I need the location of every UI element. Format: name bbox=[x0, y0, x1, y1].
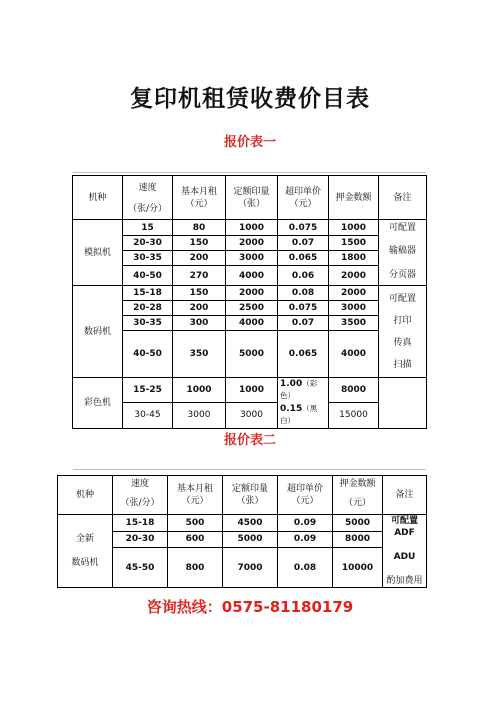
divider bbox=[73, 469, 426, 470]
quota-cell: 4000 bbox=[226, 316, 278, 331]
speed-cell: 15 bbox=[123, 220, 173, 236]
rent-cell: 150 bbox=[173, 286, 226, 301]
over-cell: 0.08 bbox=[278, 286, 329, 301]
group-name: 彩色机 bbox=[73, 378, 123, 429]
header-deposit: 押金数额 bbox=[329, 176, 379, 220]
quota-cell: 7000 bbox=[223, 548, 278, 588]
deposit-cell: 8000 bbox=[329, 378, 379, 403]
note-line: 酌加费用 bbox=[386, 576, 423, 586]
divider bbox=[73, 172, 426, 173]
table-row bbox=[73, 331, 427, 378]
note-line: 打印 bbox=[393, 315, 412, 326]
header-speed-unit: （张/分） bbox=[113, 492, 168, 515]
price-table-2 bbox=[57, 475, 427, 588]
header-deposit: 押金数额 bbox=[333, 476, 383, 492]
note-line: ADU bbox=[393, 552, 416, 562]
speed-cell: 30-35 bbox=[123, 316, 173, 331]
rent-cell: 270 bbox=[173, 266, 226, 286]
deposit-cell: 3500 bbox=[329, 316, 379, 331]
table-row bbox=[73, 316, 427, 331]
quota-cell: 2500 bbox=[226, 301, 278, 316]
quota-cell: 2000 bbox=[226, 286, 278, 301]
header-quota: 定额印量（张） bbox=[223, 476, 278, 515]
note-line: 可配置 ADF bbox=[390, 516, 418, 538]
table-row bbox=[73, 251, 427, 266]
speed-cell: 45-50 bbox=[113, 548, 168, 588]
note-line: 扫描 bbox=[393, 359, 412, 370]
over-cell: 0.075 bbox=[278, 220, 329, 236]
rent-cell: 800 bbox=[168, 548, 223, 588]
header-over: 超印单价（元） bbox=[278, 476, 333, 515]
deposit-cell: 8000 bbox=[333, 531, 383, 548]
table-row bbox=[73, 301, 427, 316]
header-deposit-unit: （元） bbox=[333, 492, 383, 515]
hotline: 咨询热线：0575-81180179 bbox=[146, 598, 354, 616]
header-rent: 基本月租（元） bbox=[168, 476, 223, 515]
speed-cell: 40-50 bbox=[123, 266, 173, 286]
over-cell: 0.08 bbox=[278, 548, 333, 588]
group-name: 数码机 bbox=[73, 286, 123, 378]
note-cell bbox=[379, 286, 427, 378]
rent-cell: 500 bbox=[168, 515, 223, 532]
note-cell: 输稿器 bbox=[379, 236, 427, 266]
speed-cell: 30-45 bbox=[123, 402, 173, 428]
quota-cell: 4000 bbox=[226, 266, 278, 286]
rent-cell: 600 bbox=[168, 531, 223, 548]
note-cell bbox=[379, 378, 427, 429]
deposit-cell: 10000 bbox=[333, 548, 383, 588]
speed-cell: 40-50 bbox=[123, 331, 173, 378]
speed-cell: 30-35 bbox=[123, 251, 173, 266]
over-value: 0.15 bbox=[280, 403, 303, 414]
table-row bbox=[73, 220, 427, 236]
note-cell: 分页器 bbox=[379, 266, 427, 286]
table-row bbox=[58, 531, 427, 548]
table-row bbox=[58, 515, 427, 532]
over-cell: 0.09 bbox=[278, 515, 333, 532]
rent-cell: 350 bbox=[173, 331, 226, 378]
group-name-line: 数码机 bbox=[71, 558, 99, 568]
quota-cell: 5000 bbox=[223, 531, 278, 548]
over-label: （黑白） bbox=[280, 403, 318, 425]
page-title: 复印机租赁收费价目表 bbox=[130, 86, 370, 112]
speed-cell: 15-18 bbox=[113, 515, 168, 532]
quota-cell: 5000 bbox=[226, 331, 278, 378]
deposit-cell: 5000 bbox=[333, 515, 383, 532]
header-speed: 速度 bbox=[113, 476, 168, 492]
rent-cell: 80 bbox=[173, 220, 226, 236]
over-cell: 0.06 bbox=[278, 266, 329, 286]
quota-cell: 1000 bbox=[226, 220, 278, 236]
deposit-cell: 1800 bbox=[329, 251, 379, 266]
table-row bbox=[73, 286, 427, 301]
quota-cell: 3000 bbox=[226, 402, 278, 428]
quota-cell: 1000 bbox=[226, 378, 278, 403]
over-cell: 0.065 bbox=[278, 251, 329, 266]
header-rent: 基本月租（元） bbox=[173, 176, 226, 220]
table-header-row bbox=[58, 476, 427, 492]
table-row bbox=[58, 548, 427, 588]
deposit-cell: 2000 bbox=[329, 266, 379, 286]
deposit-cell: 15000 bbox=[329, 402, 379, 428]
quota-cell: 3000 bbox=[226, 251, 278, 266]
table-row bbox=[73, 402, 427, 428]
group-name-line: 全新 bbox=[75, 534, 94, 544]
header-speed-unit: （张/分） bbox=[123, 200, 173, 220]
over-label: （彩色） bbox=[280, 379, 318, 400]
header-model: 机种 bbox=[58, 476, 113, 515]
header-over: 超印单价（元） bbox=[278, 176, 329, 220]
note-line: 传真 bbox=[393, 337, 412, 348]
deposit-cell: 1000 bbox=[329, 220, 379, 236]
over-cell bbox=[278, 402, 329, 428]
group-name bbox=[58, 515, 113, 588]
rent-cell: 150 bbox=[173, 236, 226, 251]
deposit-cell: 1500 bbox=[329, 236, 379, 251]
table1-heading: 报价表一 bbox=[223, 135, 276, 150]
table-row bbox=[73, 266, 427, 286]
header-quota: 定额印量（张） bbox=[226, 176, 278, 220]
speed-cell: 20-30 bbox=[123, 236, 173, 251]
deposit-cell: 4000 bbox=[329, 331, 379, 378]
over-cell: 0.07 bbox=[278, 316, 329, 331]
header-note: 备注 bbox=[379, 176, 427, 220]
over-cell: 0.075 bbox=[278, 301, 329, 316]
price-table-1 bbox=[72, 175, 427, 429]
rent-cell: 3000 bbox=[173, 402, 226, 428]
speed-cell: 15-18 bbox=[123, 286, 173, 301]
speed-cell: 15-25 bbox=[123, 378, 173, 403]
quota-cell: 2000 bbox=[226, 236, 278, 251]
over-cell bbox=[278, 378, 329, 403]
over-cell: 0.07 bbox=[278, 236, 329, 251]
note-cell bbox=[383, 515, 427, 588]
over-cell: 0.09 bbox=[278, 531, 333, 548]
header-speed: 速度 bbox=[123, 176, 173, 200]
rent-cell: 1000 bbox=[173, 378, 226, 403]
note-line: 可配置 bbox=[388, 293, 416, 304]
note-cell: 可配置 bbox=[379, 220, 427, 236]
rent-cell: 200 bbox=[173, 301, 226, 316]
over-value: 1.00 bbox=[280, 379, 303, 389]
speed-cell: 20-28 bbox=[123, 301, 173, 316]
table-row bbox=[73, 378, 427, 403]
speed-cell: 20-30 bbox=[113, 531, 168, 548]
quota-cell: 4500 bbox=[223, 515, 278, 532]
group-name: 模拟机 bbox=[73, 220, 123, 286]
table2-heading: 报价表二 bbox=[223, 433, 276, 448]
deposit-cell: 2000 bbox=[329, 286, 379, 301]
deposit-cell: 3000 bbox=[329, 301, 379, 316]
over-cell: 0.065 bbox=[278, 331, 329, 378]
table-header-row bbox=[73, 176, 427, 200]
header-model: 机种 bbox=[73, 176, 123, 220]
header-note: 备注 bbox=[383, 476, 427, 515]
rent-cell: 300 bbox=[173, 316, 226, 331]
rent-cell: 200 bbox=[173, 251, 226, 266]
table-row bbox=[73, 236, 427, 251]
